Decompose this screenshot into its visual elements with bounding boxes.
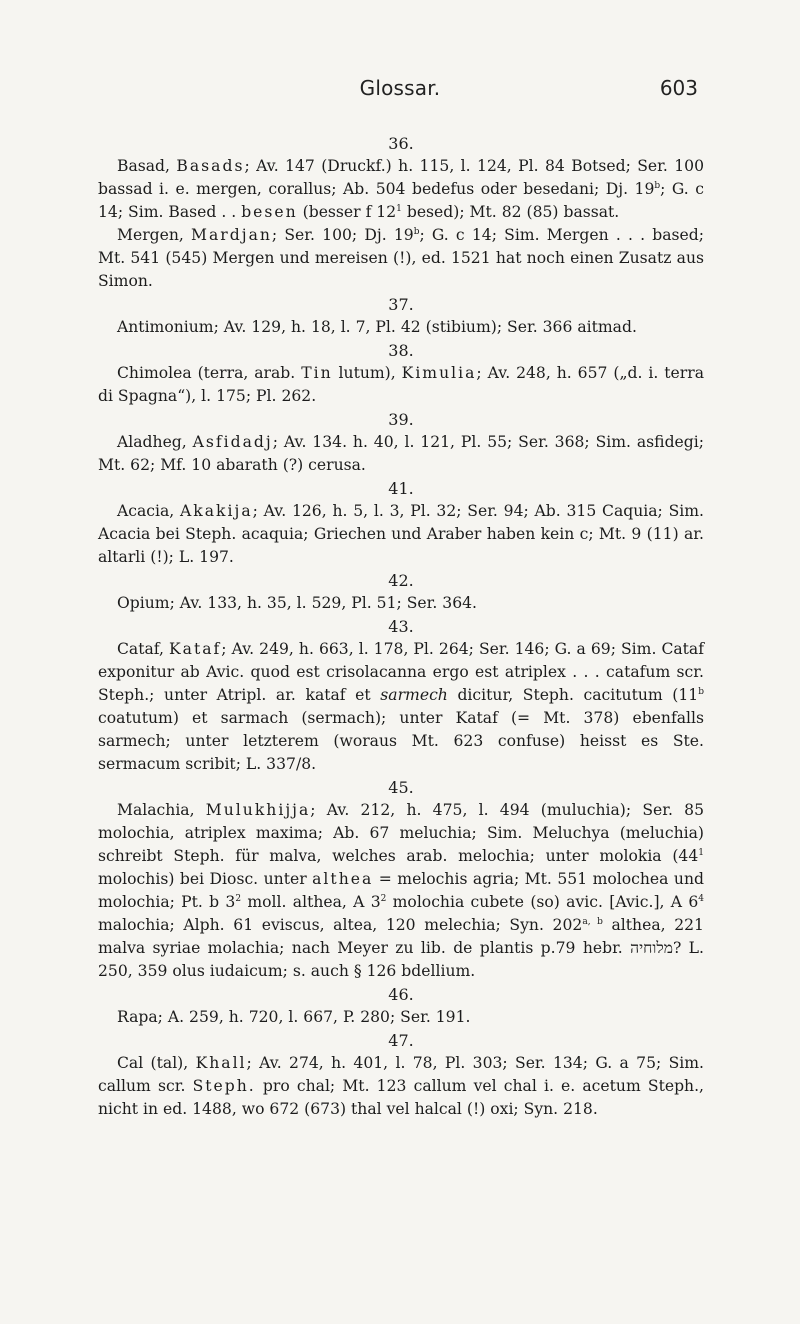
glossary-entry bbox=[98, 592, 704, 615]
superscript: 2 bbox=[235, 893, 242, 904]
entry-text: moll. althea, A 3 bbox=[241, 893, 381, 911]
entry-text: althea, 221 malva syriae molachia; nach Meyer zu lib. de plantis p.79 hebr. מלוחיה? L. 250, 359 olus iudaicum; s. auch § 126 bdellium. bbox=[98, 916, 704, 980]
section-number: 38. bbox=[388, 341, 414, 360]
glossary-entry bbox=[98, 224, 704, 293]
entry-text: Antimonium; Av. 129, h. 18, l. 7, Pl. 42 (stibium); Ser. 366 aitmad. bbox=[117, 318, 637, 336]
running-head bbox=[0, 76, 800, 106]
entry-text: ; Av. 212, h. 475, l. 494 (muluchia); Ser. 85 molochia, atriplex maxima; Ab. 67 meluchia; Sim. Meluchya (meluchia) schreibt Steph. für malva, welches arab. melochia; unter molokia (44 bbox=[98, 801, 704, 865]
glossary-entry bbox=[98, 155, 704, 224]
entry-text: ; Av. 248, h. 657 („d. i. terra di Spagna“), l. 175; Pl. 262. bbox=[98, 364, 704, 405]
superscript: b bbox=[413, 226, 420, 237]
entry-text: Akakija bbox=[180, 502, 253, 520]
entry-text: dicitur, Steph. cacitutum (11 bbox=[447, 686, 699, 704]
entry-text: Asfidadj bbox=[192, 433, 273, 451]
entry-text: Rapa; A. 259, h. 720, l. 667, P. 280; Ser. 191. bbox=[117, 1008, 471, 1026]
running-title: Glossar. bbox=[359, 76, 441, 100]
entry-text: sarmech bbox=[380, 686, 448, 704]
entry-text: Mulukhijja bbox=[205, 801, 311, 819]
superscript: 2 bbox=[380, 893, 387, 904]
entry-text: ; Av. 249, h. 663, l. 178, Pl. 264; Ser. 146; G. a 69; Sim. Cataf exponitur ab Avic. quod est crisolacanna ergo est atriplex . . . catafum scr. Steph.; unter Atripl. ar. kataf et bbox=[98, 640, 705, 704]
glossary-entry bbox=[98, 500, 704, 569]
entry-text: malochia; Alph. 61 eviscus, altea, 120 melechia; Syn. 202 bbox=[98, 916, 583, 934]
entry-text: Acacia, bbox=[117, 502, 181, 520]
entry-text: Steph. bbox=[192, 1077, 256, 1095]
glossary-entry bbox=[98, 1052, 704, 1121]
entry-text: ; Av. 274, h. 401, l. 78, Pl. 303; Ser. 134; G. a 75; Sim. callum scr. bbox=[98, 1054, 704, 1095]
entry-text: = melochis agria; Mt. 551 molochea und molochia; Pt. b 3 bbox=[98, 870, 704, 911]
superscript: 1 bbox=[698, 847, 704, 858]
entry-text: Kimulia bbox=[401, 364, 477, 382]
entry-text: lutum), bbox=[332, 364, 402, 382]
section-number: 37. bbox=[388, 295, 414, 314]
entry-text: besed); Mt. 82 (85) bassat. bbox=[401, 203, 620, 221]
entry-text: Cataf, bbox=[117, 640, 169, 658]
superscript: a, b bbox=[582, 916, 603, 927]
glossary-entry bbox=[98, 431, 704, 477]
entry-text: Malachia, bbox=[117, 801, 206, 819]
entry-text: Opium; Av. 133, h. 35, l. 529, Pl. 51; Ser. 364. bbox=[117, 594, 477, 612]
superscript: 1 bbox=[396, 203, 402, 214]
entry-text: (besser f 12 bbox=[297, 203, 397, 221]
section-number: 41. bbox=[388, 479, 414, 498]
entry-text: besen bbox=[241, 203, 298, 221]
glossary-entry bbox=[98, 362, 704, 408]
glossary-entry bbox=[98, 799, 704, 983]
entry-text: ; Ser. 100; Dj. 19 bbox=[271, 226, 414, 244]
section-number: 46. bbox=[388, 985, 414, 1004]
entry-text: Mergen, bbox=[117, 226, 192, 244]
entry-text: Chimolea (terra, arab. bbox=[117, 364, 302, 382]
entry-text: Aladheg, bbox=[117, 433, 193, 451]
entry-text: althea bbox=[312, 870, 374, 888]
superscript: b bbox=[654, 180, 661, 191]
glossary-entry bbox=[98, 638, 704, 776]
entry-text: Cal (tal), bbox=[117, 1054, 196, 1072]
page-number: 603 bbox=[659, 76, 698, 100]
entry-text: ; Av. 134. h. 40, l. 121, Pl. 55; Ser. 368; Sim. asfidegi; Mt. 62; Mf. 10 abarath (?) cerusa. bbox=[98, 433, 704, 474]
entry-text: coatutum) et sarmach (sermach); unter Kataf (= Mt. 378) ebenfalls sarmech; unter letzterem (woraus Mt. 623 confuse) heisst es Ste. sermacum scribit; L. 337/8. bbox=[98, 709, 704, 773]
entry-text: pro chal; Mt. 123 callum vel chal i. e. acetum Steph., nicht in ed. 1488, wo 672 (673) thal vel halcal (!) oxi; Syn. 218. bbox=[98, 1077, 705, 1118]
entry-text: Tin bbox=[301, 364, 333, 382]
section-number: 42. bbox=[388, 571, 414, 590]
glossary-entry bbox=[98, 316, 704, 339]
section-number: 47. bbox=[388, 1031, 414, 1050]
entry-text: ; Av. 126, h. 5, l. 3, Pl. 32; Ser. 94; Ab. 315 Caquia; Sim. Acacia bei Steph. acaquia; Griechen und Araber haben kein c; Mt. 9 (11) ar. altarli (!); L. 197. bbox=[98, 502, 704, 566]
superscript: b bbox=[698, 686, 704, 697]
entry-text: molochis) bei Diosc. unter bbox=[98, 870, 313, 888]
section-number: 43. bbox=[388, 617, 414, 636]
entry-text: ; Av. 147 (Druckf.) h. 115, l. 124, Pl. 84 Botsed; Ser. 100 bassad i. e. mergen, corallus; Ab. 504 bedefus oder besedani; Dj. 19 bbox=[98, 157, 704, 198]
entry-text: Mardjan bbox=[191, 226, 272, 244]
section-number: 39. bbox=[388, 410, 414, 429]
section-number: 36. bbox=[388, 134, 414, 153]
entry-text: ; G. c 14; Sim. Mergen . . . based; Mt. 541 (545) Mergen und mereisen (!), ed. 1521 hat noch einen Zusatz aus Simon. bbox=[98, 226, 704, 290]
entry-text: molochia cubete (so) avic. [Avic.], A 6 bbox=[386, 893, 699, 911]
entry-text: ; G. c 14; Sim. Based . . bbox=[98, 180, 704, 221]
entry-text: Kataf bbox=[169, 640, 222, 658]
superscript: 4 bbox=[698, 893, 704, 904]
section-number: 45. bbox=[388, 778, 414, 797]
entry-text: Basads bbox=[176, 157, 245, 175]
entry-text: Basad, bbox=[117, 157, 177, 175]
entry-text: Khall bbox=[195, 1054, 247, 1072]
glossary-entry bbox=[98, 1006, 704, 1029]
glossary-body bbox=[98, 132, 704, 1121]
